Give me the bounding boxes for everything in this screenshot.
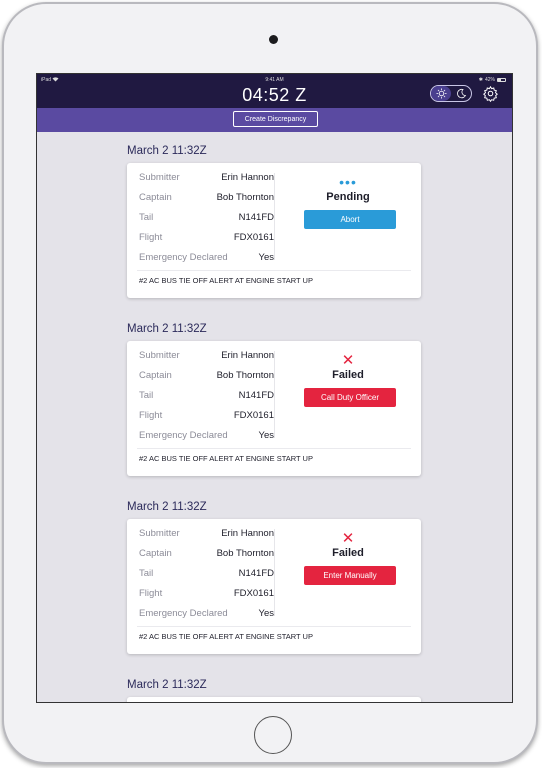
flight-value: FDX0161 — [233, 588, 274, 599]
status-label: Failed — [332, 369, 364, 381]
front-camera — [269, 35, 278, 44]
captain-row — [139, 188, 274, 208]
card-separator — [137, 448, 411, 449]
discrepancy-description: #2 AC BUS TIE OFF ALERT AT ENGINE START UP — [139, 454, 313, 463]
flight-value: FDX0161 — [233, 410, 274, 421]
emergency-value: Yes — [258, 430, 274, 441]
device-label: iPad — [41, 77, 52, 83]
abort-button[interactable]: Abort — [304, 210, 396, 229]
submitter-value: Erin Hannon — [221, 528, 274, 539]
captain-label: Captain — [139, 548, 172, 559]
emergency-value: Yes — [258, 252, 274, 263]
record-date: March 2 11:32Z — [127, 679, 207, 691]
tail-label: Tail — [139, 568, 154, 579]
discrepancy-card[interactable] — [127, 163, 421, 298]
status-label: Failed — [332, 547, 364, 559]
submitter-row — [139, 346, 274, 366]
emergency-label: Emergency Declared — [139, 430, 228, 441]
tail-label: Tail — [139, 390, 154, 401]
card-separator — [137, 270, 411, 271]
home-button[interactable] — [254, 716, 292, 754]
flight-label: Flight — [139, 232, 163, 243]
flight-label: Flight — [139, 588, 163, 599]
submitter-label: Submitter — [139, 172, 180, 183]
captain-value: Bob Thornton — [216, 370, 274, 381]
submitter-label: Submitter — [139, 528, 180, 539]
flight-label: Flight — [139, 410, 163, 421]
captain-value: Bob Thornton — [216, 192, 274, 203]
bluetooth-icon: ✱ — [478, 77, 483, 83]
captain-label: Captain — [139, 192, 172, 203]
status-label: Pending — [326, 191, 370, 203]
status-time: 9:41 AM — [265, 77, 284, 83]
flight-row — [139, 584, 274, 604]
discrepancy-description: #2 AC BUS TIE OFF ALERT AT ENGINE START UP — [139, 276, 313, 285]
theme-toggle[interactable] — [430, 85, 472, 102]
captain-row — [139, 544, 274, 564]
discrepancy-card[interactable] — [127, 519, 421, 654]
status-area — [275, 341, 421, 441]
tail-row — [139, 386, 274, 406]
submitter-value: Erin Hannon — [221, 172, 274, 183]
app-screen — [36, 73, 513, 703]
failed-x-icon: ✕ — [341, 530, 355, 547]
card-separator — [137, 626, 411, 627]
failed-x-icon: ✕ — [341, 352, 355, 369]
captain-row — [139, 366, 274, 386]
submitter-value: Erin Hannon — [221, 350, 274, 361]
tail-value: N141FD — [238, 568, 274, 579]
gear-icon[interactable] — [482, 85, 499, 102]
discrepancy-description: #2 AC BUS TIE OFF ALERT AT ENGINE START UP — [139, 632, 313, 641]
submitter-row — [139, 524, 274, 544]
flight-row — [139, 406, 274, 426]
emergency-value: Yes — [258, 608, 274, 619]
captain-value: Bob Thornton — [216, 548, 274, 559]
moon-icon — [456, 88, 467, 99]
submitter-label: Submitter — [139, 350, 180, 361]
record-date: March 2 11:32Z — [127, 145, 207, 157]
emergency-row — [139, 426, 274, 446]
status-right — [479, 77, 506, 83]
light-theme-option[interactable] — [431, 86, 451, 101]
sun-icon — [436, 88, 447, 99]
flight-row — [139, 228, 274, 248]
create-discrepancy-button[interactable]: Create Discrepancy — [233, 111, 318, 127]
emergency-row — [139, 604, 274, 624]
enter-manually-button[interactable]: Enter Manually — [304, 566, 396, 585]
record-date: March 2 11:32Z — [127, 501, 207, 513]
captain-label: Captain — [139, 370, 172, 381]
tail-label: Tail — [139, 212, 154, 223]
card-details — [139, 168, 274, 268]
flight-value: FDX0161 — [233, 232, 274, 243]
status-area — [275, 519, 421, 619]
action-bar — [37, 108, 512, 132]
tail-row — [139, 564, 274, 584]
zulu-clock: 04:52 Z — [242, 85, 307, 105]
discrepancy-card[interactable] — [127, 697, 421, 703]
ipad-frame — [2, 2, 538, 764]
status-area — [275, 163, 421, 263]
battery-icon — [497, 78, 506, 82]
card-details — [139, 524, 274, 624]
discrepancy-card[interactable] — [127, 341, 421, 476]
tail-row — [139, 208, 274, 228]
call-duty-officer-button[interactable]: Call Duty Officer — [304, 388, 396, 407]
emergency-row — [139, 248, 274, 268]
submitter-row — [139, 168, 274, 188]
pending-dots-icon: ••• — [339, 174, 357, 190]
card-details — [139, 346, 274, 446]
record-date: March 2 11:32Z — [127, 323, 207, 335]
header-bar — [37, 74, 512, 108]
dark-theme-option[interactable] — [451, 86, 471, 101]
tail-value: N141FD — [238, 390, 274, 401]
emergency-label: Emergency Declared — [139, 608, 228, 619]
tail-value: N141FD — [238, 212, 274, 223]
emergency-label: Emergency Declared — [139, 252, 228, 263]
battery-percent: 42% — [484, 77, 495, 83]
